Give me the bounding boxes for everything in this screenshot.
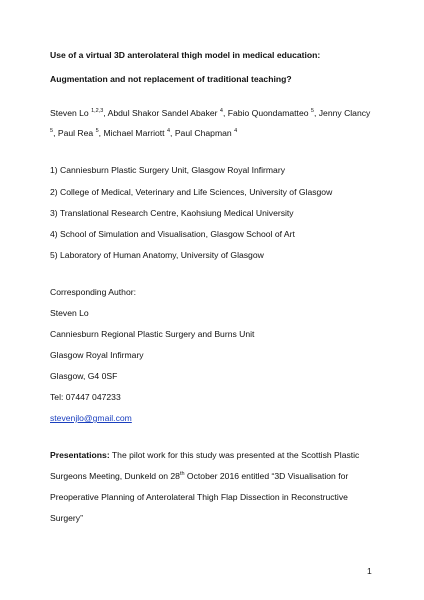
presentations-text: October 2016 entitled “3D Visualisation for [184,471,349,481]
author-name: Abdul Shakor Sandel Abaker [107,108,218,118]
author-name: Steven Lo [50,108,89,118]
author-affiliation-sup: 4 [166,128,171,134]
corresponding-heading: Corresponding Author: [50,287,136,297]
author-separator: , [103,108,108,118]
author-list-line-2 [50,128,237,139]
page-number: 1 [367,566,372,576]
title-line-2: Augmentation and not replacement of traditional teaching? [50,74,292,84]
author-name: Paul Rea [57,128,94,138]
presentations-text: The pilot work for this study was presented at the Scottish Plastic [109,450,360,460]
corresponding-unit: Canniesburn Regional Plastic Surgery and Burns Unit [50,329,255,339]
affiliation-item: 2) College of Medical, Veterinary and Life Sciences, University of Glasgow [50,187,333,197]
author-name: Paul Chapman [174,128,232,138]
presentations-line-2 [50,471,348,482]
affiliation-item: 4) School of Simulation and Visualisation, Glasgow School of Art [50,229,295,239]
author-name: Jenny Clancy [318,108,371,118]
author-affiliation-sup: 1,2,3 [91,108,104,114]
author-affiliation-sup: 4 [219,108,223,114]
corresponding-city: Glasgow, G4 0SF [50,371,118,381]
presentations-label: Presentations: [50,450,110,460]
presentations-line-4: Surgery” [50,513,83,523]
corresponding-email-link[interactable]: stevenjlo@gmail.com [50,413,132,423]
presentations-line-3: Preoperative Planning of Anterolateral Thigh Flap Dissection in Reconstructive [50,492,348,502]
corresponding-tel: Tel: 07447 047233 [50,392,121,402]
author-name: Fabio Quondamatteo [227,108,309,118]
author-affiliation-sup: 5 [310,108,314,114]
corresponding-name: Steven Lo [50,308,89,318]
corresponding-hospital: Glasgow Royal Infirmary [50,350,144,360]
author-affiliation-sup: 4 [234,128,238,134]
presentations-text: Surgeons Meeting, Dunkeld on 28 [50,471,180,481]
author-affiliation-sup: 5 [50,128,54,134]
affiliation-item: 5) Laboratory of Human Anatomy, University of Glasgow [50,250,264,260]
author-separator: , [53,128,58,138]
ordinal-sup: th [179,471,185,477]
affiliation-item: 3) Translational Research Centre, Kaohsiung Medical University [50,208,294,218]
author-list-line-1 [50,108,370,119]
author-affiliation-sup: 5 [95,128,99,134]
author-separator: , [222,108,228,118]
author-separator: , [98,128,104,138]
author-name: Michael Marriott [103,128,165,138]
author-separator: , [170,128,175,138]
affiliation-item: 1) Canniesburn Plastic Surgery Unit, Glasgow Royal Infirmary [50,165,285,175]
author-separator: , [313,108,319,118]
presentations-line-1 [50,450,359,461]
title-line-1: Use of a virtual 3D anterolateral thigh model in medical education: [50,50,321,60]
